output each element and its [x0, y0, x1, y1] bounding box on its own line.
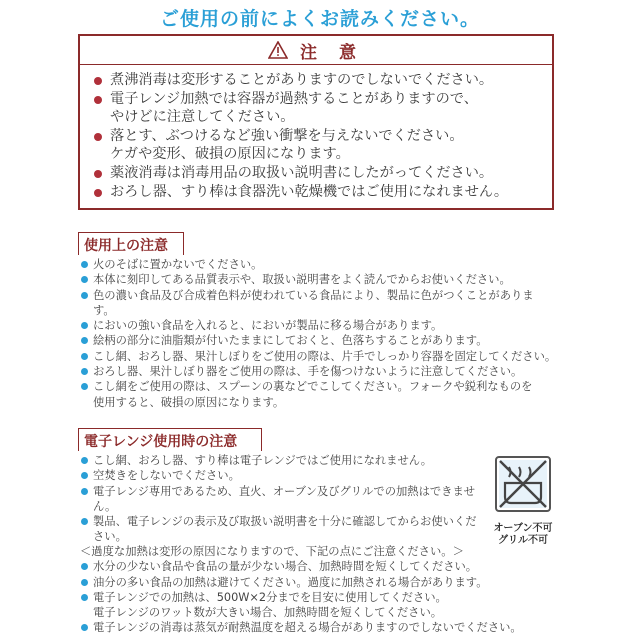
- list-item: [80, 333, 560, 348]
- list-item: [80, 257, 560, 272]
- list-item: [80, 379, 560, 410]
- bullet-icon: [81, 594, 88, 601]
- list-item: [80, 514, 485, 545]
- list-item-text: 絵柄の部分に油脂類が付いたままにしておくと、色落ちすることがあります。: [93, 334, 488, 348]
- bullet-icon: [94, 96, 102, 104]
- list-item-text: 製品、電子レンジの表示及び取扱い説明書を十分に確認してからお使いくだ さい。: [93, 515, 477, 544]
- bullet-icon: [81, 322, 88, 329]
- caution-item: [94, 164, 544, 183]
- bullet-icon: [94, 133, 102, 141]
- page-title: ご使用の前によくお読みください。: [159, 8, 480, 30]
- list-item-text: 油分の多い食品の加熱は避けてください。過度に加熱される場合があります。: [93, 575, 488, 589]
- list-item-text: 色の濃い食品及び合成着色料が使われている食品により、製品に色がつくことがありま す。: [93, 288, 534, 317]
- list-item: [80, 272, 560, 287]
- no-oven-grill-label: [484, 523, 562, 547]
- bullet-icon: [81, 368, 88, 375]
- list-item-text: 本体に刻印してある品質表示や、取扱い説明書をよく読んでからお使いください。: [93, 273, 511, 287]
- bullet-icon: [94, 189, 102, 197]
- caution-text: 落とす、ぶつけるなど強い衝撃を与えないでください。 ケガや変形、破損の原因になります。: [110, 127, 464, 163]
- warning-icon: [268, 41, 288, 59]
- bullet-icon: [81, 261, 88, 268]
- list-item: [80, 349, 560, 364]
- caution-text: 煮沸消毒は変形することがありますのでしないでください。: [110, 72, 494, 88]
- bullet-icon: [81, 292, 88, 299]
- icon-label-line2: グリル不可: [498, 535, 548, 546]
- bullet-icon: [94, 77, 102, 85]
- microwave-heading: 電子レンジ使用時の注意: [84, 434, 238, 450]
- list-item-text: 電子レンジでの加熱は、500W×2分までを目安に使用してください。 電子レンジのワット数が大きい場合、加熱時間を短くしてください。: [93, 590, 447, 620]
- list-item: [80, 559, 560, 574]
- list-item: [80, 318, 560, 333]
- list-item-text: においの強い食品を入れると、においが製品に移る場合があります。: [93, 319, 443, 333]
- bullet-icon: [94, 170, 102, 178]
- caution-item: [94, 127, 544, 164]
- caution-item: [94, 90, 544, 127]
- microwave-note-list: [80, 559, 560, 635]
- list-item: [80, 468, 485, 483]
- caution-item: [94, 183, 544, 202]
- caution-box: [78, 34, 554, 210]
- list-item: [80, 620, 560, 635]
- caution-text: 薬液消毒は消毒用品の取扱い説明書にしたがってください。: [110, 164, 494, 181]
- icon-label-line1: オーブン不可: [493, 523, 553, 534]
- caution-header: [80, 36, 552, 65]
- list-item: [80, 484, 485, 515]
- list-item-text: 火のそばに置かないでください。: [93, 258, 263, 271]
- bullet-icon: [81, 457, 88, 464]
- bullet-icon: [81, 337, 88, 344]
- caution-title: 注 意: [300, 42, 364, 63]
- bullet-icon: [81, 563, 88, 570]
- list-item-text: 空焚きをしないでください。: [93, 469, 240, 483]
- bullet-icon: [81, 624, 88, 631]
- list-item: [80, 453, 485, 468]
- list-item-text: 電子レンジ専用であるため、直火、オーブン及びグリルでの加熱はできませ ん。: [93, 484, 476, 513]
- list-item: [80, 288, 560, 319]
- caution-item: [94, 71, 544, 90]
- caution-text: 電子レンジ加熱では容器が過熱することがありますので、 やけどに注意してください。: [110, 90, 478, 126]
- list-item-text: こし網、おろし器、果汁しぼりをご使用の際は、片手でしっかり容器を固定してください。: [93, 349, 557, 363]
- usage-list: [80, 257, 560, 410]
- bullet-icon: [81, 472, 88, 479]
- list-item: [80, 364, 560, 379]
- bullet-icon: [81, 579, 88, 586]
- list-item-text: こし網をご使用の際は、スプーンの裏などでこしてください。フォークや鋭利なものを 使用すると、破損の原因になります。: [93, 380, 533, 409]
- microwave-note-block: [80, 544, 560, 636]
- bullet-icon: [81, 353, 88, 360]
- caution-list: [80, 65, 552, 201]
- bullet-icon: [81, 383, 88, 390]
- bullet-icon: [81, 488, 88, 495]
- list-item-text: おろし器、果汁しぼり器をご使用の際は、手を傷つけないように注意してください。: [93, 365, 523, 379]
- caution-text: おろし器、すり棒は食器洗い乾燥機ではご使用になれません。: [110, 183, 509, 200]
- bullet-icon: [81, 518, 88, 525]
- list-item-text: 電子レンジの消毒は蒸気が耐熱温度を超える場合がありますのでしないでください。: [93, 621, 522, 635]
- bullet-icon: [81, 276, 88, 283]
- microwave-note: ＜過度な加熱は変形の原因になりますので、下記の点にご注意ください。＞: [80, 545, 464, 558]
- list-item: [80, 590, 560, 621]
- microwave-list: [80, 453, 485, 545]
- usage-heading: 使用上の注意: [84, 238, 168, 254]
- list-item-text: 水分の少ない食品や食品の量が少ない場合、加熱時間を短くしてください。: [93, 560, 478, 574]
- list-item: [80, 575, 560, 590]
- list-item-text: こし網、おろし器、すり棒は電子レンジではご使用になれません。: [93, 454, 433, 467]
